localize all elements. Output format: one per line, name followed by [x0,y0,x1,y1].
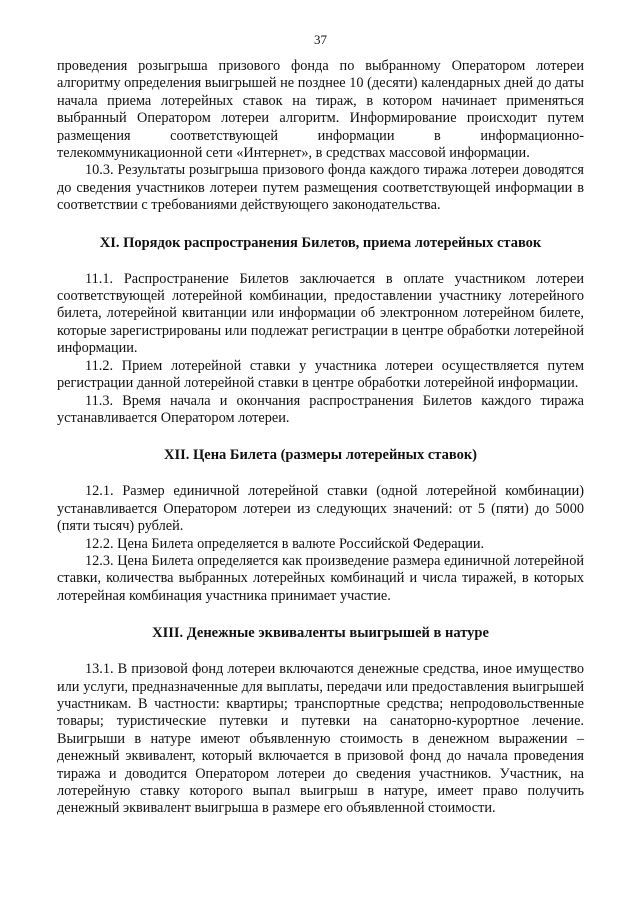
section-xii-title: XII. Цена Билета (размеры лотерейных ставок) [163,447,478,464]
section-xiii-title: XIII. Денежные эквиваленты выигрышей в натуре [152,625,489,642]
paragraph-13-1: 13.1. В призовой фонд лотереи включаются денежные средства, иное имущество или услуги, предназначенные для выплаты, передачи или предоставления выигрышей участникам. В частности: квартиры; транспортные средства; непродовольственные товары; туристические путевки и путевки на санаторно-курортное лечение. Выигрыши в натуре имеют объявленную стоимость в денежном выражении –денежный эквивалент, который включается в призовой фонд до начала проведения тиража и доводится Оператором лотереи до сведения участников. Участник, на лотерейную ставку которого выпал выигрыш в натуре, имеет право получить денежный эквивалент выигрыша в размере его объявленной стоимости. [57,661,584,817]
paragraph-12-3: 12.3. Цена Билета определяется как произведение размера единичной лотерейной ставки, количества выбранных лотерейных комбинаций и числа тиражей, в которых лотерейная комбинация участника принимает участие. [57,552,584,604]
paragraph-10-3: 10.3. Результаты розыгрыша призового фонда каждого тиража лотереи доводятся до сведения участников лотереи путем размещения соответствующей информации в соответствии с требованиями действующего законодательства. [57,162,584,214]
paragraph-11-1: 11.1. Распространение Билетов заключается в оплате участником лотереи соответствующей лотерейной комбинации, предоставлении участнику лотерейного билета, лотерейной квитанции или информации об электронном лотерейном билете, которые зарегистрированы или подлежат регистрации в центре обработки лотерейной информации. [57,270,584,357]
page-number: 37 [314,32,327,47]
paragraph-11-2: 11.2. Прием лотерейной ставки у участника лотереи осуществляется путем регистрации данной лотерейной ставки в центре обработки лотерейной информации. [57,357,584,392]
paragraph-12-2: 12.2. Цена Билета определяется в валюте Российской Федерации. [85,535,485,552]
paragraph-11-3: 11.3. Время начала и окончания распространения Билетов каждого тиража устанавливается Оператором лотереи. [57,392,584,426]
intro-paragraph-1: проведения розыгрыша призового фонда по выбранному Оператором лотереи алгоритму определения выигрышей не позднее 10 (десяти) календарных дней до даты начала приема лотерейных ставок на тираж, в котором начинает применяться выбранный Оператором лотереи алгоритм. Информирование происходит путем размещения соответствующей информации в информационно-телекоммуникационной сети «Интернет», в средствах массовой информации. [57,58,584,162]
section-xi-title: XI. Порядок распространения Билетов, приема лотерейных ставок [99,234,542,251]
paragraph-12-1: 12.1. Размер единичной лотерейной ставки (одной лотерейной комбинации) устанавливается Оператором лотереи из следующих значений: от 5 (пяти) до 5000 (пяти тысяч) рублей. [57,483,584,535]
